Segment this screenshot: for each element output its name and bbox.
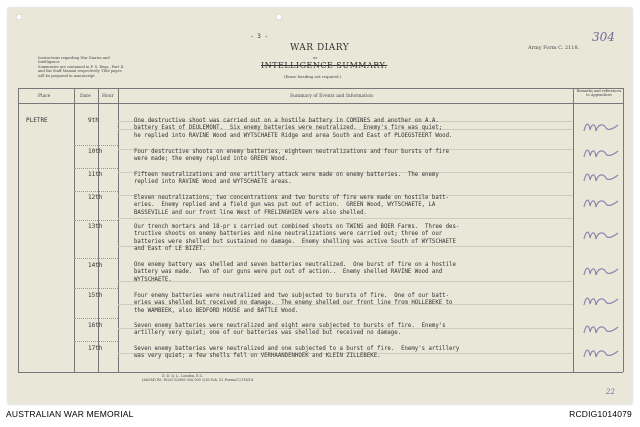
ruled-line	[118, 218, 573, 219]
entry-date: 9th	[88, 117, 99, 124]
column-header-summary: Summary of Events and Information	[290, 94, 373, 99]
diary-entry: Seven enemy batteries were neutralized and one subjected to a burst of fire. Enemy's artillery was very quiet; a few shells fell on VERHAANDENHOEK and KLEIN ZILLEBEKE.	[134, 346, 460, 360]
handwritten-initials	[580, 120, 622, 134]
column-divider	[98, 88, 99, 372]
entry-date: 15th	[88, 292, 103, 299]
army-form-number: Army Form C. 2118.	[528, 45, 580, 51]
page-subtitle	[261, 61, 387, 70]
printer-note: D. D. & L., London, E.C. (A6294) Wt. W2673/2869 300,000 3/16 Sch. 52 Forms/C2118/14	[142, 374, 254, 383]
table-left-border	[18, 88, 19, 372]
instruction-line: Instructions regarding War Diaries and Intelligence	[38, 56, 110, 65]
handwritten-initials	[580, 294, 622, 308]
date-separator	[74, 220, 118, 221]
instruction-line: and the Staff Manual respectively. Title pages	[38, 69, 122, 74]
diary-entry: Fifteen neutralizations and one artillery attack were made on enemy batteries. The enemy replied into RAVINE Wood and WYTSCHAETE areas.	[134, 172, 439, 186]
diary-entry: Eleven neutralizations, two concentrations and two bursts of fire were made on hostile batt- eries. Enemy replied and a field gun was put out of action. GREEN Wood, WYTSCHAETE, LA BASSEVILLE and our front line West of FRELINGHIEN were also shelled.	[134, 195, 450, 216]
handwritten-initials	[580, 146, 622, 160]
table-right-border	[623, 88, 624, 372]
date-separator	[74, 258, 118, 259]
table-bottom-border	[18, 372, 623, 373]
entry-date: 17th	[88, 345, 103, 352]
diary-entry: Four destructive shoots on enemy batteries, eighteen neutralizations and four bursts of fire were made; the enemy replied into GREEN Wood.	[134, 149, 450, 163]
place-value: PLETRE	[26, 117, 48, 124]
diary-entry: One enemy battery was shelled and seven batteries neutralized. One burst of fire on a hostile battery was made. Two of our guns were put out of action.. Enemy shelled RAVINE Wood and WYTSCHAETE.	[134, 262, 456, 283]
instruction-line: will be prepared in manuscript.	[38, 73, 96, 78]
date-separator	[74, 318, 118, 319]
entry-date: 13th	[88, 223, 103, 230]
subtitle-text: INTELLIGENCE SUMMARY.	[261, 61, 388, 70]
heading-note: (Erase heading not required.)	[284, 74, 342, 79]
punch-hole	[16, 14, 22, 20]
table-top-border	[18, 88, 623, 89]
instructions-block	[38, 56, 128, 78]
handwritten-initials	[580, 170, 622, 184]
diary-sheet	[8, 8, 632, 404]
column-header-remarks: Remarks and references to Appendices	[576, 89, 622, 98]
diary-entry: Four enemy batteries were neutralized and two subjected to bursts of fire. One of our batt- eries was shelled but received no damage. The enemy shelled our front line from HOLLEBEKE to the WAMBEEK, also BEDFORD HOUSE and BATTLE Wood.	[134, 293, 453, 314]
diary-entry: One destructive shoot was carried out on a hostile battery in COMINES and another on A.A. battery East of DEULEMONT. Six enemy batteries were neutralized. Enemy's fire was quiet; he replied into RAVINE Wood and WYTSCHAETE Ridge and area South and East of PLOEGSTEERT Wood.	[134, 118, 453, 139]
column-header-place: Place	[38, 94, 51, 99]
date-separator	[74, 288, 118, 289]
date-separator	[74, 168, 118, 169]
entry-date: 11th	[88, 171, 103, 178]
page-number: - 3 -	[250, 33, 269, 40]
archive-reference: RCDIG1014079	[569, 409, 632, 419]
title-or: or	[313, 55, 318, 60]
column-divider	[118, 88, 119, 372]
handwritten-initials	[580, 346, 622, 360]
handwritten-initials	[580, 196, 622, 210]
punch-hole	[276, 14, 282, 20]
entry-date: 14th	[88, 262, 103, 269]
date-separator	[74, 191, 118, 192]
page-corner-number: 22	[606, 388, 615, 396]
handwritten-initials	[580, 264, 622, 278]
entry-date: 12th	[88, 194, 103, 201]
handwritten-initials	[580, 322, 622, 336]
column-divider	[74, 88, 75, 372]
instruction-line: Summaries are contained in F. S. Regs., Part II.	[38, 64, 125, 69]
header-bottom-border	[18, 103, 623, 104]
page-title: WAR DIARY	[290, 43, 350, 53]
date-separator	[74, 341, 118, 342]
diary-entry: Our trench mortars and 18-pr s carried out combined shoots on TWINS and BOER Farms. Three des- tructive shoots on enemy batteries and nine neutralizations were carried out; three of our batteries were shelled but sustained no damage. Enemy shelling was active South of WYTSCHAETE and East of LE BIZET.	[134, 224, 460, 252]
archive-credit: AUSTRALIAN WAR MEMORIAL	[6, 409, 134, 419]
diary-entry: Seven enemy batteries were neutralized and eight were subjected to bursts of fire. Enemy's artillery very quiet; one of our batteries was shelled but received no damage.	[134, 323, 446, 337]
entry-date: 10th	[88, 148, 103, 155]
entry-date: 16th	[88, 322, 103, 329]
handwritten-initials	[580, 228, 622, 242]
column-header-date: Date	[80, 94, 91, 99]
column-header-hour: Hour	[102, 94, 114, 99]
folio-number: 304	[592, 30, 615, 44]
date-separator	[74, 145, 118, 146]
